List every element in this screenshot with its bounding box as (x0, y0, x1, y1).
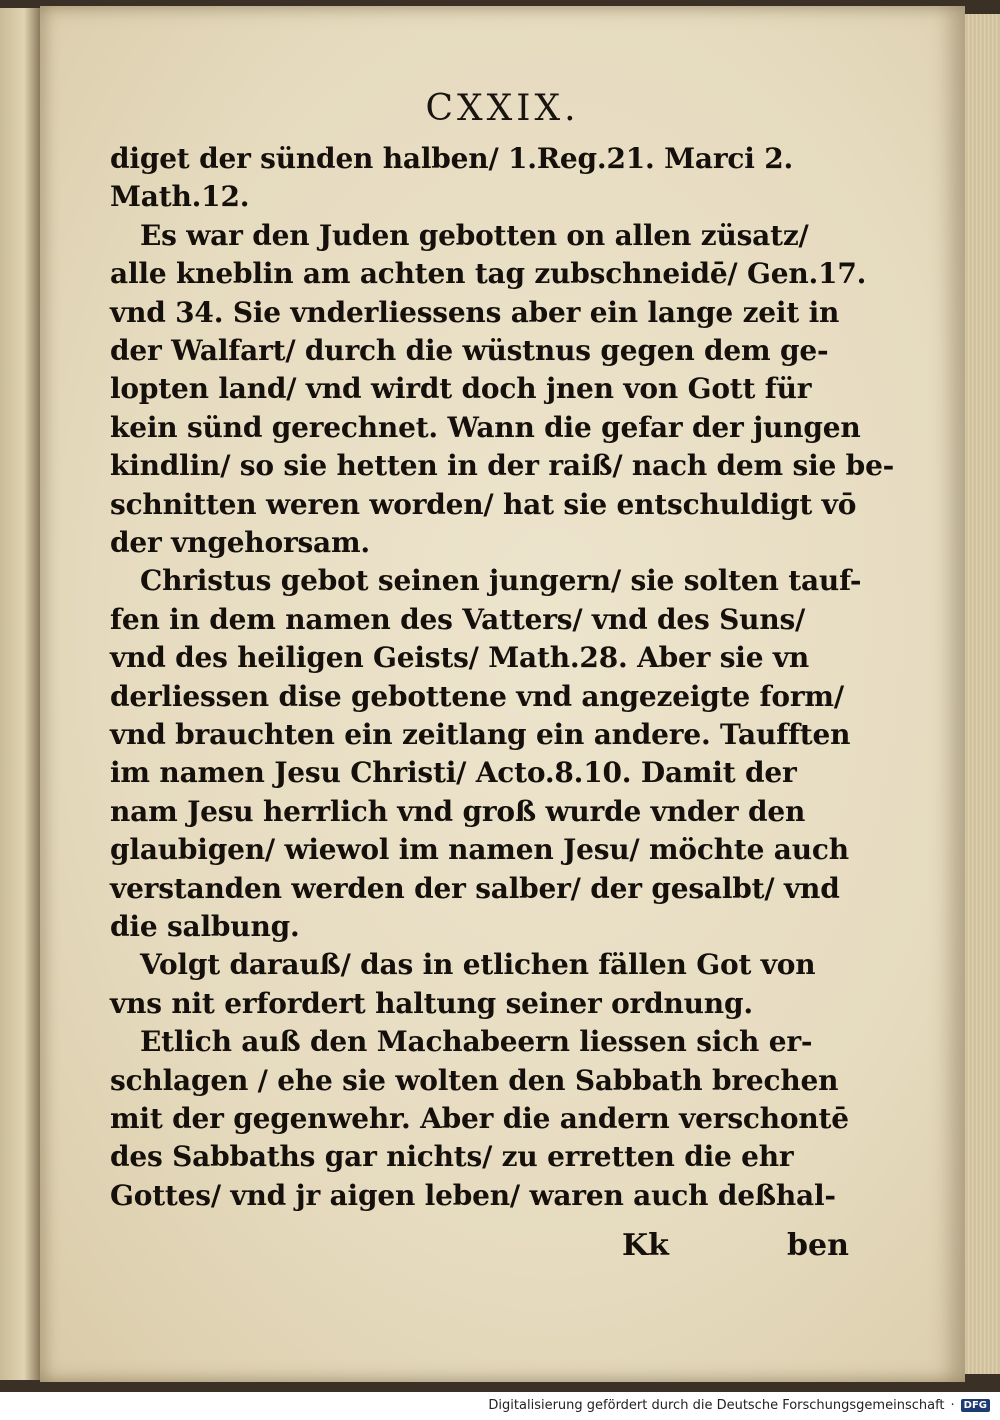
text-line: schlagen / ehe sie wolten den Sabbath brechen (110, 1063, 839, 1097)
text-line: fen in dem namen des Vatters/ vnd des Suns/ (110, 602, 806, 636)
left-page-edge (0, 8, 40, 1380)
catchword: ben (787, 1228, 849, 1263)
text-line: kindlin/ so sie hetten in der raiß/ nach dem sie be- (110, 449, 895, 483)
footer: Digitalisierung gefördert durch die Deutsche Forschungsgemeinschaft · DFG (488, 1398, 990, 1413)
text-line: Math.12. (110, 180, 250, 214)
text-line: mit der gegenwehr. Aber die andern verschontē (110, 1102, 849, 1135)
text-line: der vngehorsam. (110, 526, 370, 559)
text-line: im namen Jesu Christi/ Acto.8.10. Damit der (110, 756, 797, 790)
page-number-header: CXXIX. (425, 88, 580, 129)
text-line: derliessen dise gebottene vnd angezeigte form/ (110, 679, 844, 713)
text-line: glaubigen/ wiewol im namen Jesu/ möchte auch (110, 833, 849, 867)
text-line: lopten land/ vnd wirdt doch jnen von Gott für (110, 372, 812, 406)
dfg-logo: DFG (961, 1399, 990, 1412)
text-line: Christus gebot seinen jungern/ sie solten tauf- (140, 564, 862, 598)
footer-text: Digitalisierung gefördert durch die Deutsche Forschungsgemeinschaft (488, 1398, 945, 1413)
text-line: nam Jesu herrlich vnd groß wurde vnder den (110, 794, 806, 828)
text-line: verstanden werden der salber/ der gesalbt/ vnd (110, 871, 840, 905)
text-line: vnd brauchten ein zeitlang ein andere. Taufften (110, 718, 851, 751)
text-line: der Walfart/ durch die wüstnus gegen dem ge- (110, 334, 829, 367)
text-line: alle kneblin am achten tag zubschneidē/ Gen.17. (110, 257, 867, 291)
text-line: des Sabbaths gar nichts/ zu erretten die ehr (110, 1140, 794, 1174)
text-line: Etlich auß den Machabeern liessen sich er- (140, 1025, 813, 1059)
text-line: Es war den Juden gebotten on allen züsatz/ (140, 218, 809, 252)
signature-mark: Kk (622, 1228, 669, 1263)
text-line: schnitten weren worden/ hat sie entschuldigt vō (110, 487, 857, 521)
text-line: die salbung. (110, 910, 300, 943)
text-line: Gottes/ vnd jr aigen leben/ waren auch deßhal- (110, 1178, 836, 1212)
text-line: kein sünd gerechnet. Wann die gefar der jungen (110, 410, 861, 444)
text-line: Volgt darauß/ das in etlichen fällen Got von (140, 948, 816, 982)
text-line: vnd des heiligen Geists/ Math.28. Aber sie vn (110, 641, 810, 675)
text-line: vns nit erfordert haltung seiner ordnung. (110, 986, 753, 1020)
right-page-edges (965, 14, 1000, 1374)
book-page (40, 6, 965, 1382)
text-line: vnd 34. Sie vnderliessens aber ein lange zeit in (110, 295, 840, 329)
text-line: diget der sünden halben/ 1.Reg.21. Marci 2. (110, 142, 794, 175)
